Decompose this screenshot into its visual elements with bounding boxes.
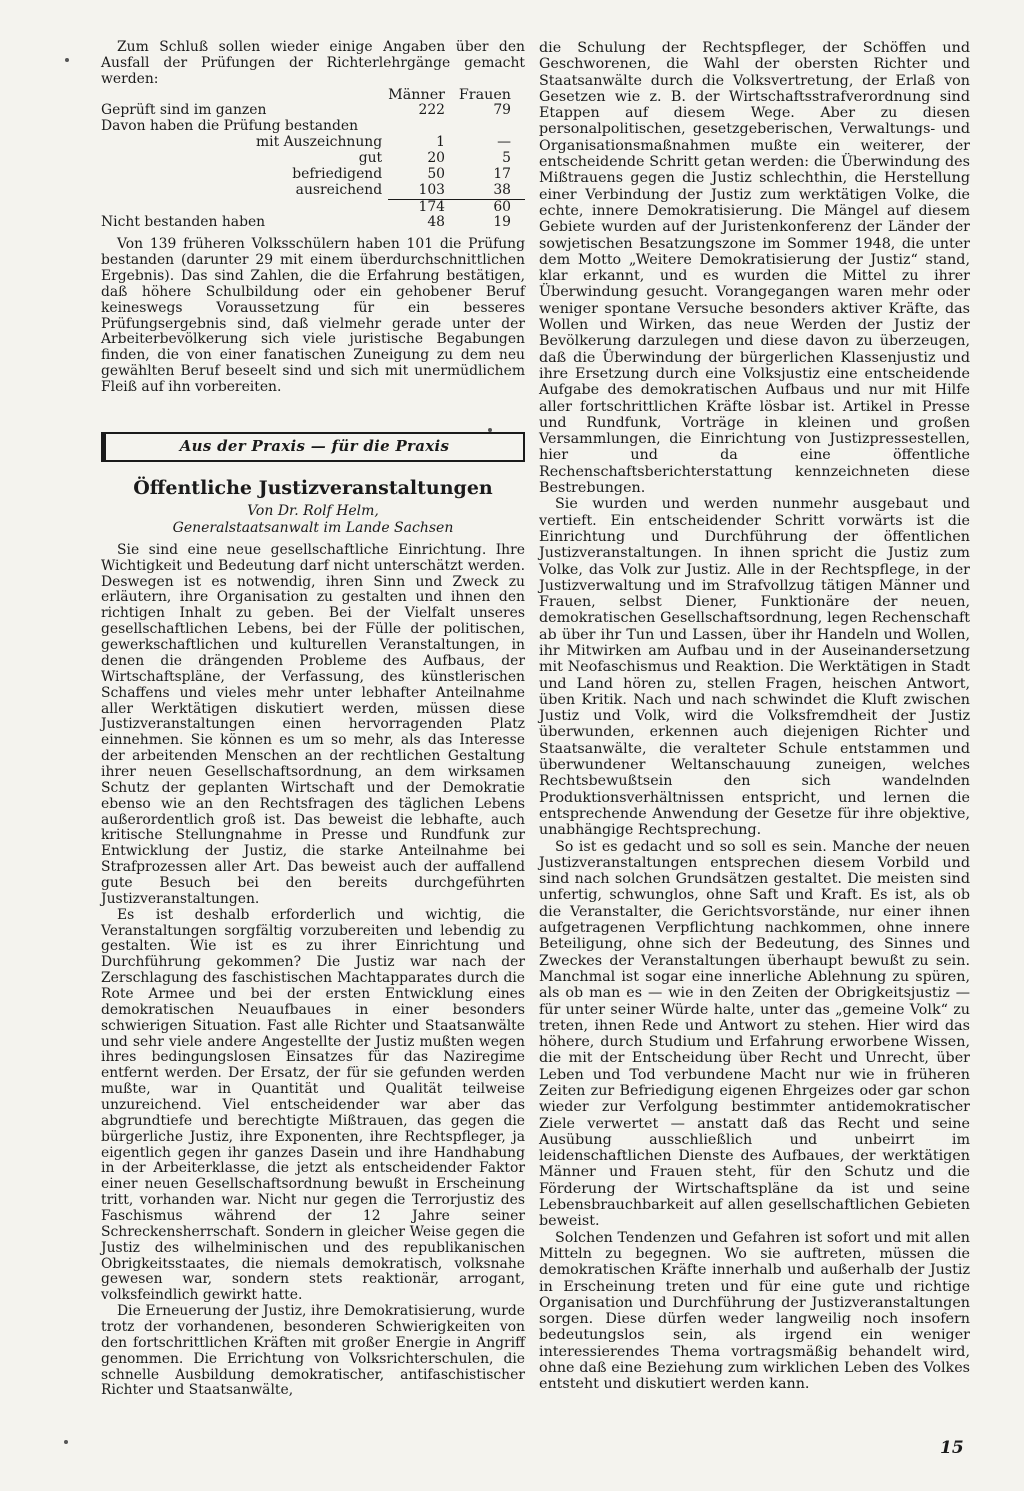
cell-men: 50 xyxy=(427,165,445,182)
table-header-row xyxy=(101,88,525,104)
cell-women: 60 xyxy=(455,199,525,215)
table-row xyxy=(101,103,525,119)
body-paragraph: Die Erneuerung der Justiz, ihre Demokratisierung, wurde trotz der vorhandenen, besonderen Schwierigkeiten von den fortschrittlichen Kräften mit großer Energie in Angriff genommen. Die Errichtung von Volksrichterschulen, die schnelle Ausbildung demokratischer, antifaschistischer Richter und Staatsanwälte, xyxy=(101,1303,525,1399)
row-label: ausreichend xyxy=(295,181,383,198)
body-paragraph: Sie sind eine neue gesellschaftliche Einrichtung. Ihre Wichtigkeit und Bedeutung darf nicht unterschätzt werden. Deswegen ist es notwendig, ihren Sinn und Zweck zu erläutern, ihre Organisation zu gestalten und ihnen den richtigen Inhalt zu geben. Bei der Vielfalt unseres gesellschaftlichen Lebens, bei der Fülle der politischen, gewerkschaftlichen und kulturellen Veranstaltungen, in denen die drängenden Probleme des Aufbaus, der Wirtschaftspläne, der Verfassung, des künstlerischen Schaffens und vieles mehr unter lebhafter Anteilnahme aller Werktätigen diskutiert werden, müssen diese Justizveranstaltungen einen hervorragenden Platz einnehmen. Sie können es um so mehr, als das Interesse der arbeitenden Menschen an der rechtlichen Gestaltung ihrer neuen Gesellschaftsordnung, an dem wirksamen Schutz der geplanten Wirtschaft und der Demokratie ebenso wie an den Rechtsfragen des täglichen Lebens außerordentlich groß ist. Das beweist die lebhafte, auch kritische Stellungnahme in Presse und Rundfunk zur Entwicklung der Justiz, die starke Anteilnahme bei Strafprozessen aller Art. Das beweist auch der auffallend gute Besuch bei den bereits durchgeführten Justizveranstaltungen. xyxy=(101,541,525,907)
cell-women: — xyxy=(497,134,511,151)
intro-paragraph: Zum Schluß sollen wieder einige Angaben über den Ausfall der Prüfungen der Richterlehrgänge gemacht werden: xyxy=(101,39,525,87)
cell-women: 79 xyxy=(493,102,511,119)
cell-men: 20 xyxy=(427,150,445,167)
cell-women xyxy=(455,119,525,135)
table-row xyxy=(101,215,525,231)
row-label: gut xyxy=(358,150,383,167)
cell-women: 5 xyxy=(502,150,511,167)
table-row xyxy=(101,167,525,183)
print-speck xyxy=(65,58,69,62)
body-paragraph: Sie wurden und werden nunmehr ausgebaut und vertieft. Ein entscheidender Schritt vorwärts ist die Einrichtung und Durchführung der öffentlichen Justizveranstaltungen. In ihnen spricht die Justiz zum Volke, das Volk zur Justiz. Alle in der Rechtspflege, in der Justizverwaltung und im Strafvollzug tätigen Männer und Frauen, selbst Diener, Funktionäre der neuen, demokratischen Gesellschaftsordnung, legen Rechenschaft ab über ihr Tun und Lassen, über ihr Handeln und Wollen, ihr Mitwirken am Aufbau und in der Auseinandersetzung mit Neofaschismus und Reaktion. Die Werktätigen in Stadt und Land hören zu, stellen Fragen, heischen Antwort, üben Kritik. Nach und nach schwindet die Kluft zwischen Justiz und Volk, wird die Volksfremdheit der Justiz überwunden, erkennen auch diejenigen Richter und Staatsanwälte, die veralteter Schule entstammen und überwundener Weltanschauung zuneigen, welches Rechtsbewußtsein den sich wandelnden Produktionsverhältnissen entspricht, und lernen die entsprechende Anwendung der Gesetze für ihre objektive, unabhängige Rechtsprechung. xyxy=(539,496,970,839)
column-header-women: Frauen xyxy=(458,86,511,103)
byline-role: Generalstaatsanwalt im Lande Sachsen xyxy=(172,519,454,536)
row-label: mit Auszeichnung xyxy=(255,134,383,151)
article-title: Öffentliche Justizveranstaltungen xyxy=(133,476,493,499)
body-paragraph: die Schulung der Rechtspfleger, der Schöffen und Geschworenen, die Wahl der obersten Richter und Staatsanwälte durch die Volksvertretung, der Erlaß von Gesetzen wie z. B. der Wirtschaftsstrafverordnung sind Etappen auf diesem Wege. Aber zu diesen personalpolitischen, gesetzgeberischen, Verwaltungs- und Organisationsmaßnahmen mußte ein weiterer, der entscheidende Schritt getan werden: die Überwindung des Mißtrauens gegen die Justiz schlechthin, die Herstellung einer Verbindung der Justiz zum werktätigen Volke, die echte, innere Demokratisierung. Die Mängel auf diesem Gebiete wurden auf der Juristenkonferenz der Länder der sowjetischen Besatzungszone im Sommer 1948, die unter dem Motto „Weitere Demokratisierung der Justiz“ stand, klar erkannt, und es wurden die Mittel zu ihrer Überwindung gesucht. Vorangegangen waren mehr oder weniger spontane Versuche besonders aktiver Kräfte, das Wollen und Wirken, das neue Werden der Justiz der Bevölkerung darzulegen und diese davon zu überzeugen, daß die Überwindung der bürgerlichen Klassenjustiz und ihre Ersetzung durch eine Volksjustiz eine entscheidende Aufgabe des demokratischen Aufbaus und nur mit Hilfe aller fortschrittlichen Kräfte lösbar ist. Artikel in Presse und Rundfunk, Vorträge in kleinen und großen Versammlungen, die Einrichtung von Justizpressestellen, hier und da eine öffentliche Rechenschaftsberichterstattung kennzeichneten diese Bestrebungen. xyxy=(539,40,970,497)
table-row xyxy=(101,151,525,167)
row-label: Geprüft sind im ganzen xyxy=(101,102,267,119)
cell-women: 38 xyxy=(493,181,511,198)
section-banner: Aus der Praxis — für die Praxis xyxy=(101,432,525,462)
page-number: 15 xyxy=(940,1438,964,1458)
cell-women: 17 xyxy=(493,165,511,182)
cell-men: 48 xyxy=(427,214,445,231)
table-row xyxy=(101,135,525,151)
byline-author: Von Dr. Rolf Helm, xyxy=(247,502,379,519)
exam-results-table xyxy=(101,88,525,232)
row-label: Davon haben die Prüfung bestanden xyxy=(101,118,359,135)
cell-men: 222 xyxy=(418,102,445,119)
row-label: Nicht bestanden haben xyxy=(101,214,266,231)
table-sum-row xyxy=(101,199,525,215)
cell-men: 103 xyxy=(418,181,445,198)
cell-men xyxy=(388,119,455,135)
body-paragraph: Solchen Tendenzen und Gefahren ist sofort und mit allen Mitteln zu begegnen. Wo sie auftreten, müssen die demokratischen Kräfte innerhalb und außerhalb der Justiz in Erscheinung treten und für eine gute und richtige Organisation und Durchführung der Justizveranstaltungen sorgen. Diese dürfen weder langweilig noch insofern bedeutungslos sein, als irgend ein weniger interessierendes Thema vortragsmäßig behandelt wird, ohne daß eine Beziehung zum wirklichen Leben des Volkes entsteht und diskutiert werden kann. xyxy=(539,1229,970,1393)
row-label xyxy=(101,199,388,215)
table-row xyxy=(101,119,525,135)
print-speck xyxy=(64,1440,68,1444)
body-paragraph: So ist es gedacht und so soll es sein. Manche der neuen Justizveranstaltungen entsprechen diesem Vorbild und sind nach solchen Grundsätzen gestaltet. Die meisten sind unfertig, schwunglos, ohne Saft und Kraft. Es ist, als ob die Veranstalter, die Gerichtsvorstände, nur einer ihnen aufgetragenen Verpflichtung nachkommen, ohne innere Beteiligung, ohne sich der Bedeutung, des Sinnes und Zweckes der Veranstaltungen überhaupt bewußt zu sein. Manchmal ist sogar eine innerliche Ablehnung zu spüren, als ob man es — wie in den Zeiten der Obrigkeitsjustiz — für unter seiner Würde halte, unter das „gemeine Volk“ zu treten, ihnen Rede und Antwort zu stehen. Hier wird das höhere, durch Studium und Erfahrung erworbene Wissen, die mit der Entscheidung über Recht und Unrecht, über Leben und Tod verbundene Macht nur wie in früheren Zeiten zur Befriedigung eigenen Ehrgeizes oder gar schon wieder zur Verfolgung bestimmter antidemokratischer Ziele verwertet — anstatt daß das Recht und seine Ausübung ausschließlich und unbeirrt im leidenschaftlichen Dienste des Aufbaues, der werktätigen Männer und Frauen steht, für den Schutz und die Förderung der Wirtschaftspläne da ist und seine Lebensbrauchbarkeit auf allen gesellschaftlichen Gebieten beweist. xyxy=(539,838,970,1230)
cell-women: 19 xyxy=(493,214,511,231)
table-row xyxy=(101,183,525,199)
cell-men: 1 xyxy=(436,134,445,151)
left-column xyxy=(101,40,525,1399)
results-paragraph: Von 139 früheren Volksschülern haben 101 die Prüfung bestanden (darunter 29 mit einem überdurchschnittlichen Ergebnis). Das sind Zahlen, die die Erfahrung bestätigen, daß höhere Schulbildung oder ein gehobener Beruf keineswegs Voraussetzung für ein besseres Prüfungsergebnis sind, daß vielmehr gerade unter der Arbeiterbevölkerung sich viele juristische Begabungen finden, die von einer fanatischen Zuneigung zu dem neu gewählten Beruf beseelt sind und sich mit unermüdlichem Fleiß auf ihn vorbereiten. xyxy=(101,236,525,396)
right-column xyxy=(539,40,970,1393)
cell-men: 174 xyxy=(388,199,455,215)
body-paragraph: Es ist deshalb erforderlich und wichtig, die Veranstaltungen sorgfältig vorzubereiten und lebendig zu gestalten. Wie ist es zu ihrer Einrichtung und Durchführung gekommen? Die Justiz war nach der Zerschlagung des faschistischen Machtapparates durch die Rote Armee und bei der ersten Entwicklung eines demokratischen Neuaufbaues in einer besonders schwierigen Situation. Fast alle Richter und Staatsanwälte und sehr viele andere Angestellte der Justiz mußten wegen ihres bedingungslosen Einsatzes für das Naziregime entfernt werden. Der Ersatz, der für sie gefunden werden mußte, war in Quantität und Qualität teilweise unzureichend. Viel entscheidender war aber das abgrundtiefe und berechtigte Mißtrauen, das gegen die bürgerliche Justiz, ihre Exponenten, ihre Rechtspfleger, ja eigentlich gegen ihr ganzes Dasein und ihre Handhabung in der Arbeiterklasse, die jetzt als entscheidender Faktor einer neuen Gesellschaftsordnung bewußt in Erscheinung tritt, vorhanden war. Nicht nur gegen die Terrorjustiz des Faschismus während der 12 Jahre seiner Schreckensherrschaft. Sondern in gleicher Weise gegen die Justiz des wilhelminischen und des republikanischen Obrigkeitsstaates, die niemals demokratisch, volksnahe gewesen war, sondern stets reaktionär, arrogant, volksfeindlich gewirkt hatte. xyxy=(101,906,525,1304)
column-header-men: Männer xyxy=(388,86,445,103)
print-speck xyxy=(488,428,492,432)
row-label: befriedigend xyxy=(292,165,383,182)
